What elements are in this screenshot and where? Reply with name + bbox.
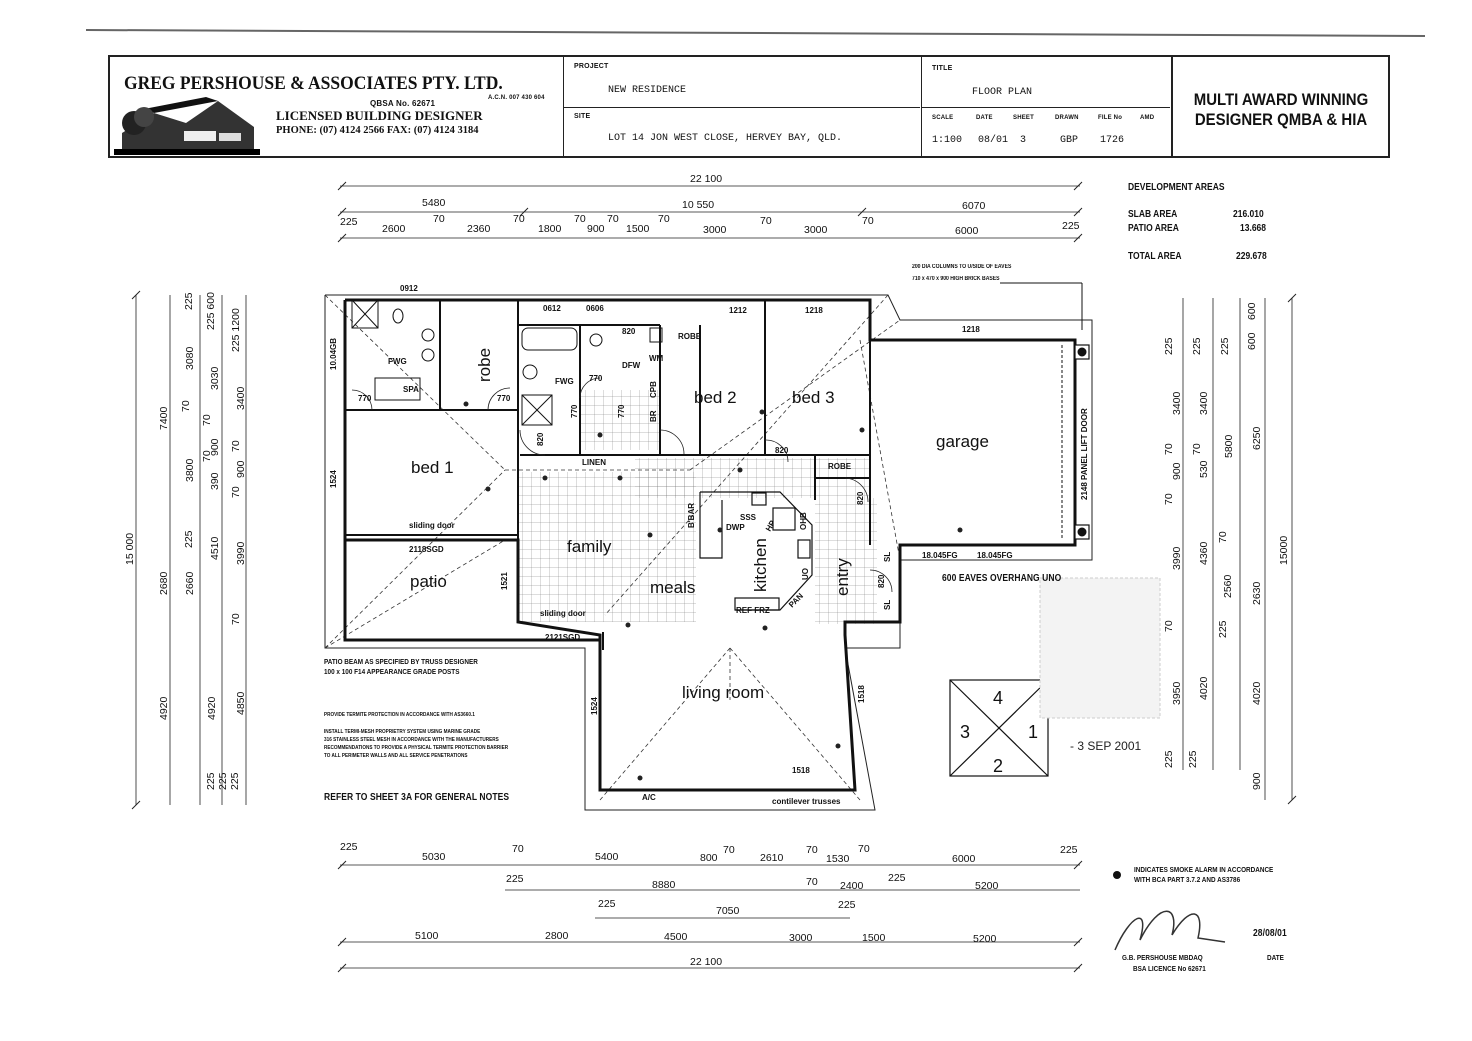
dev-areas-heading: DEVELOPMENT AREAS [1128,182,1225,193]
door-820d: 820 [856,491,865,505]
dim-r1-8: 225 [1163,750,1175,768]
dwp: DWP [726,523,745,532]
dim-t3-7: 900 [587,223,605,235]
note-columns: 200 DIA COLUMNS TO U/SIDE OF EAVES [912,264,1012,270]
dim-l2-0: 225 [183,292,195,310]
dim-left-overall: 15 000 [124,532,136,565]
cantilever: contilever trusses [772,797,841,806]
dim-t3-9: 1500 [626,223,650,235]
signer-licence: BSA LICENCE No 62671 [1133,964,1206,973]
bottom-dimensions [340,841,1078,968]
win-1518a: 1518 [857,685,866,703]
dim-l4-1: 3400 [235,386,247,410]
scale-label: SCALE [932,115,954,121]
win-1218a: 1218 [805,306,823,315]
dim-r3-1: 5800 [1223,434,1235,458]
slab-area-label: SLAB AREA [1128,209,1178,220]
dim-r3-0: 225 [1219,337,1231,355]
dim-top-6070: 6070 [962,200,986,212]
win-1524b: 1524 [590,697,599,715]
wm: WM [649,354,664,363]
room-kitchen: kitchen [751,538,770,592]
room-bed3: bed 3 [792,388,835,407]
dim-top-overall: 22 100 [690,173,723,185]
win-0912: 0912 [400,284,418,293]
room-garage: garage [936,432,989,451]
dim-r2-0: 225 [1191,337,1203,355]
dimension-lines [136,186,1292,968]
dim-l4-6: 70 [230,613,242,625]
dim-t3-14: 70 [862,215,874,227]
dim-r4-2: 2630 [1251,581,1263,605]
slab-area-value: 216.010 [1233,209,1264,220]
dim-l4-3: 900 [235,460,247,478]
door-770c: 770 [589,374,603,383]
amd-label: AMD [1140,115,1155,121]
drawn-value: GBP [1060,135,1079,146]
dim-r1-4: 70 [1163,493,1175,505]
dim-r5-0: 600 [1246,332,1258,350]
dim-l3-1: 3030 [209,366,221,390]
acn: A.C.N. 007 430 604 [488,95,545,101]
dim-l2-2: 70 [180,400,192,412]
note-refer: REFER TO SHEET 3A FOR GENERAL NOTES [324,792,510,803]
dim-r3-2: 70 [1217,531,1229,543]
dim-t3-16: 225 [1062,220,1080,232]
dim-t3-13: 3000 [804,224,828,236]
pan: PAN [787,591,805,610]
dim-b4-4: 1500 [862,932,886,944]
dim-b1-11: 225 [1060,844,1078,856]
room-entry: entry [833,558,852,596]
title-label: TITLE [932,65,953,72]
phone: PHONE: (07) 4124 2566 FAX: (07) 4124 3184 [276,125,479,136]
dim-b3-2: 225 [838,899,856,911]
dim-t3-10: 70 [658,213,670,225]
file-label: FILE No [1098,115,1123,121]
patio-area-value: 13.668 [1240,223,1267,234]
tiled-bath [580,390,660,450]
ohb: OHB [799,512,808,530]
room-family: family [567,537,612,556]
dim-l3-5: 390 [209,472,221,490]
roof-key-3: 3 [960,722,971,742]
dim-t3-6: 70 [574,213,586,225]
dim-t3-1: 2600 [382,223,406,235]
br: BR [649,410,658,422]
dim-t3-4: 70 [513,213,525,225]
win-1212: 1212 [729,306,747,315]
total-area-label: TOTAL AREA [1128,251,1182,262]
dim-l2-7: 225 [217,772,229,790]
dim-b4-3: 3000 [789,932,813,944]
dim-b2-2: 70 [806,876,818,888]
date-value: 08/01 [978,135,1009,146]
dim-l2-5: 2660 [184,571,196,595]
sliding-door-2: sliding door [540,609,586,618]
sign-date: 28/08/01 [1253,928,1287,939]
dim-r5-1: 15000 [1278,535,1290,565]
door-820c: 820 [536,432,545,446]
robe-2: ROBE [678,332,702,341]
dim-l4-0: 225 1200 [230,308,242,352]
door-820e: 820 [877,574,886,588]
note-smoke-1: INDICATES SMOKE ALARM IN ACCORDANCE [1134,865,1274,874]
approval-stamp [1040,578,1160,753]
dim-l3-6: 4510 [209,536,221,560]
dfw: DFW [622,361,641,370]
dim-b4-0: 5100 [415,930,439,942]
dim-r4-1: 6250 [1251,426,1263,450]
door-770a: 770 [358,394,372,403]
dim-r1-5: 3990 [1171,546,1183,570]
dim-b2-1: 8880 [652,879,676,891]
dim-l2-1: 3080 [184,346,196,370]
dim-b2-4: 225 [888,872,906,884]
file-value: 1726 [1100,135,1125,146]
robe-3: ROBE [828,462,852,471]
dim-b2-0: 225 [506,873,524,885]
dim-r2-1: 3400 [1198,391,1210,415]
win-0606: 0606 [586,304,604,313]
dim-l3-3: 900 [209,438,221,456]
award-line1: MULTI AWARD WINNING [1193,90,1369,109]
note-termite-2: INSTALL TERMI-MESH PROPRIETRY SYSTEM USING MARINE GRADE [324,729,481,735]
left-dimensions [124,292,247,790]
title-value: FLOOR PLAN [972,87,1033,98]
win-1518b: 1518 [792,766,810,775]
note-patio-beam: PATIO BEAM AS SPECIFIED BY TRUSS DESIGNER [324,657,478,666]
ref-frz: REF FRZ [736,606,770,615]
note-columns-2: 710 x 470 x 900 HIGH BRICK BASES [912,276,1000,282]
dim-r4-0: 600 [1246,302,1258,320]
dim-r2-7: 4020 [1198,676,1210,700]
roof-key-2: 2 [993,756,1004,776]
door-770e: 770 [617,404,626,418]
award-line2: DESIGNER QMBA & HIA [1194,110,1368,129]
dim-r4-4: 900 [1251,772,1263,790]
date-label: DATE [976,115,993,121]
dim-r1-3: 900 [1171,462,1183,480]
dim-l3-4: 70 [201,450,213,462]
dim-l3-2: 70 [201,414,213,426]
fg-2: 18.045FG [977,551,1013,560]
dim-b4-2: 4500 [664,931,688,943]
site-value: LOT 14 JON WEST CLOSE, HERVEY BAY, QLD. [608,133,843,144]
dim-b1-1: 5030 [422,851,446,863]
dim-r2-8: 225 [1187,750,1199,768]
door-770b: 770 [497,394,511,403]
roof-key-1: 1 [1028,722,1039,742]
door-820b: 820 [775,446,789,455]
dim-l1-0: 7400 [158,406,170,430]
stamp-date: - 3 SEP 2001 [1070,739,1142,753]
room-bed2: bed 2 [694,388,737,407]
ac: A/C [642,793,656,802]
signer-name: G.B. PERSHOUSE MBDAQ [1122,953,1203,962]
dim-r2-4: 4360 [1198,541,1210,565]
door-770d: 770 [570,404,579,418]
dim-r2-5: 2560 [1222,574,1234,598]
dim-t3-5: 1800 [538,223,562,235]
dim-l3-0: 225 600 [205,292,217,330]
dim-r1-7: 3950 [1171,681,1183,705]
note-termite-1: PROVIDE TERMITE PROTECTION IN ACCORDANCE WITH AS3660.1 [324,712,475,718]
bbar: B'BAR [687,502,696,528]
dim-b1-2: 70 [512,843,524,855]
dim-b1-4: 800 [700,852,718,864]
sheet-value: 3 [1020,135,1027,146]
dim-l4-4: 70 [230,486,242,498]
note-patio-posts: 100 x 100 F14 APPEARANCE GRADE POSTS [324,667,460,676]
dim-b1-6: 2610 [760,852,784,864]
dim-l4-2: 70 [230,440,242,452]
dim-r2-6: 225 [1217,620,1229,638]
dim-b1-3: 5400 [595,851,619,863]
qbsa: QBSA No. 62671 [370,99,436,108]
dim-r1-1: 3400 [1171,391,1183,415]
win-1521: 1521 [500,572,509,590]
dim-t3-12: 70 [760,215,772,227]
hp: HP [763,518,778,533]
win-1524a: 1524 [329,470,338,488]
smoke-alarm-icon [1113,871,1121,879]
dim-top-5480: 5480 [422,197,446,209]
panel-lift-door: 2148 PANEL LIFT DOOR [1080,408,1089,500]
fg-1: 18.045FG [922,551,958,560]
dim-l1-3: 225 [205,772,217,790]
door-820a: 820 [622,327,636,336]
fwg-2: FWG [555,377,574,386]
dim-b4-1: 2800 [545,930,569,942]
dim-t3-3: 2360 [467,223,491,235]
dim-l4-5: 3990 [235,541,247,565]
sliding-door-1: sliding door [409,521,455,530]
note-termite-4: RECOMMENDATIONS TO PROVIDE A PHYSICAL TERMITE PROTECTION BARRIER [324,745,509,751]
note-termite-3: 316 STAINLESS STEEL MESH IN ACCORDANCE WITH THE MANUFACTURERS [324,737,499,743]
dim-b2-3: 2400 [840,880,864,892]
fwg-1: FWG [388,357,407,366]
scale-value: 1:100 [932,135,963,146]
total-area-value: 229.678 [1236,251,1267,262]
win-10-04gb: 10.04GB [329,337,338,370]
designation: LICENSED BUILDING DESIGNER [276,108,483,123]
note-termite-5: TO ALL PERIMETER WALLS AND ALL SERVICE PENETRATIONS [324,753,468,759]
room-meals: meals [650,578,696,597]
dim-b3-0: 225 [598,898,616,910]
dim-top-10550: 10 550 [682,199,715,211]
dim-b1-10: 6000 [952,853,976,865]
dim-t3-0: 225 [340,216,358,228]
sgd-2118: 2118SGD [409,545,444,554]
dim-r1-0: 225 [1163,337,1175,355]
dim-l2-6: 4920 [206,696,218,720]
room-patio: patio [410,572,447,591]
sss: SSS [740,513,757,522]
dim-r2-3: 530 [1198,460,1210,478]
company-name: GREG PERSHOUSE & ASSOCIATES PTY. LTD. [124,73,503,94]
dim-l3-8: 225 [229,772,241,790]
dim-l2-4: 225 [183,530,195,548]
sl-2: SL [883,599,892,610]
linen: LINEN [582,458,606,467]
dim-l4-7: 4850 [235,691,247,715]
note-smoke-2: WITH BCA PART 3.7.2 AND AS3786 [1134,875,1241,884]
dim-b4-5: 5200 [973,933,997,945]
sl-1: SL [883,551,892,562]
room-robe: robe [475,347,494,382]
spa: SPA [403,385,419,394]
dim-b3-1: 7050 [716,905,740,917]
dim-l1-1: 2680 [158,571,170,595]
win-1218b: 1218 [962,325,980,334]
dim-t3-11: 3000 [703,224,727,236]
dim-r1-6: 70 [1163,620,1175,632]
project-label: PROJECT [574,63,609,70]
dim-b2-5: 5200 [975,880,999,892]
room-bed1: bed 1 [411,458,454,477]
dim-t3-8: 70 [607,213,619,225]
dim-l1-2: 4920 [158,696,170,720]
sgd-2121: 2121SGD [545,633,581,642]
drawn-label: DRAWN [1055,115,1079,121]
cpb: CPB [649,381,658,398]
dim-b1-7: 70 [806,844,818,856]
patio-area-label: PATIO AREA [1128,223,1179,234]
dim-bottom-overall: 22 100 [690,956,723,968]
win-0612: 0612 [543,304,561,313]
sheet-label: SHEET [1013,115,1035,121]
site-label: SITE [574,113,591,120]
dim-r2-2: 70 [1191,443,1203,455]
room-living: living room [682,683,765,702]
note-eaves: 600 EAVES OVERHANG UNO [942,573,1062,584]
dim-r1-2: 70 [1163,443,1175,455]
dim-b1-0: 225 [340,841,358,853]
signature [1115,911,1225,950]
dim-r3-4: 4020 [1251,681,1263,705]
project-value: NEW RESIDENCE [608,85,687,96]
dim-l2-3: 3800 [184,458,196,482]
dim-t3-15: 6000 [955,225,979,237]
uo: UO [801,568,810,580]
roof-key-4: 4 [993,688,1004,708]
dim-b1-5: 70 [723,844,735,856]
dim-b1-8: 1530 [826,853,850,865]
sign-date-label: DATE [1267,953,1284,962]
top-dimensions [340,173,1080,237]
dim-t3-2: 70 [433,213,445,225]
dim-b1-9: 70 [858,843,870,855]
right-dimensions [1163,302,1290,790]
